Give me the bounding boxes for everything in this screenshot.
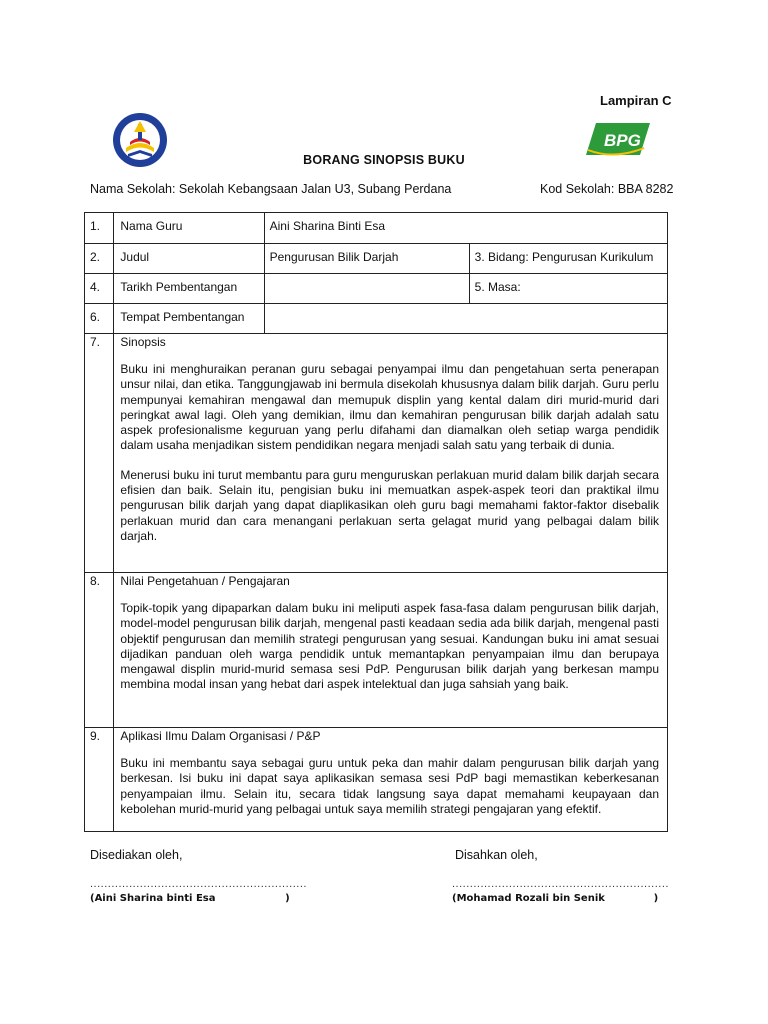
paragraph: Buku ini menghuraikan peranan guru sebagai penyampai ilmu dan pengetahuan serta penerapan unsur nilai, dan etika. Tanggungjawab ini bermula disekolah khususnya dalam bilik darjah. Guru perlu mempunyai kemahiran mengawal dan memupuk displin yang kental dalam diri murid-murid dari peringkat awal lagi. Oleh yang demikian, ilmu dan kemahiran pengurusan bilik darjah adalah satu aspek profesionalisme keguruan yang perlu difahami dan diamalkan oleh setiap warga pendidik dalam usaha menjadikan sistem pendidikan negara menjadi salah satu yang terbaik di dunia. (120, 362, 659, 453)
row-number: 8. (85, 573, 114, 728)
table-row (85, 728, 668, 832)
synopsis-form-table (84, 212, 668, 832)
paragraph: Topik-topik yang dipaparkan dalam buku ini meliputi aspek fasa-fasa dalam pengurusan bilik darjah, model-model pengurusan bilik darjah, mengenal pasti keadaan sedia ada bilik darjah, mengenal pasti objektif pengurusan dan memilih strategi pengurusan yang sesuai. Kandungan buku ini amat sesuai dijadikan panduan oleh warga pendidik untuk memantapkan penyampaian ilmu dan berupaya mengawal displin murid-murid semasa sesi PdP. Pengurusan bilik darjah yang berkesan mampu membina modal insan yang hebat dari aspek intelektual dan juga sahsiah yang baik. (120, 601, 659, 692)
field-area-field[interactable]: 3. Bidang: Pengurusan Kurikulum (469, 244, 667, 274)
section-title: Nilai Pengetahuan / Pengajaran (120, 574, 290, 588)
table-row (85, 244, 668, 274)
section-title: Sinopsis (120, 335, 166, 349)
time-field[interactable]: 5. Masa: (469, 274, 667, 304)
row-number: 7. (85, 334, 114, 573)
prepared-signature-line[interactable]: ............................................................. (90, 878, 307, 890)
row-number: 6. (85, 304, 114, 334)
table-row (85, 304, 668, 334)
table-row (85, 213, 668, 244)
row-number: 2. (85, 244, 114, 274)
field-label: Tarikh Pembentangan (114, 274, 264, 304)
presentation-place-field[interactable] (264, 304, 667, 334)
field-label: Judul (114, 244, 264, 274)
prepared-by-name: (Aini Sharina binti Esa ) (90, 893, 290, 904)
teacher-name-field[interactable]: Aini Sharina Binti Esa (264, 213, 667, 244)
school-name: Nama Sekolah: Sekolah Kebangsaan Jalan U3, Subang Perdana (90, 182, 452, 196)
field-label: Tempat Pembentangan (114, 304, 264, 334)
application-text (114, 756, 667, 817)
prepared-by-label: Disediakan oleh, (90, 848, 183, 862)
approved-by-label: Disahkan oleh, (455, 848, 538, 862)
approved-by-name: (Mohamad Rozali bin Senik ) (452, 893, 659, 904)
form-title: BORANG SINOPSIS BUKU (303, 153, 465, 167)
application-section[interactable] (114, 728, 668, 832)
bpg-logo-text: BPG (604, 131, 641, 150)
title-field[interactable]: Pengurusan Bilik Darjah (264, 244, 469, 274)
row-number: 1. (85, 213, 114, 244)
paragraph: Buku ini membantu saya sebagai guru untuk peka dan mahir dalam pengurusan bilik darjah yang berkesan. Isi buku ini dapat saya aplikasikan semasa sesi PdP bagi memastikan keberkesanan penyampaian ilmu. Selain itu, secara tidak langsung saya dapat memahami keupayaan dan kebolehan murid-murid yang pelbagai untuk saya memilih strategi pengajaran yang efektif. (120, 756, 659, 816)
lampiran-label: Lampiran C (600, 93, 672, 108)
knowledge-text (114, 601, 667, 693)
table-row (85, 334, 668, 573)
row-number: 4. (85, 274, 114, 304)
synopsis-text (114, 362, 667, 544)
table-row (85, 573, 668, 728)
field-label: Nama Guru (114, 213, 264, 244)
row-number: 9. (85, 728, 114, 832)
knowledge-section[interactable] (114, 573, 668, 728)
school-code: Kod Sekolah: BBA 8282 (540, 182, 674, 196)
paragraph: Menerusi buku ini turut membantu para guru menguruskan perlakuan murid dalam bilik darjah secara efisien dan baik. Selain itu, pengisian buku ini memuatkan aspek-aspek teori dan praktikal ilmu pengurusan bilik darjah yang dapat diaplikasikan oleh guru bagi memahami faktor-faktor disebalik perlakuan murid dan cara menangani perlakuan serta gelagat murid yang pelbagai dalam bilik darjah. (120, 467, 659, 543)
approved-signature-line[interactable]: ............................................................. (452, 878, 669, 890)
section-title: Aplikasi Ilmu Dalam Organisasi / P&P (120, 729, 321, 743)
presentation-date-field[interactable] (264, 274, 469, 304)
synopsis-section[interactable] (114, 334, 668, 573)
table-row (85, 274, 668, 304)
